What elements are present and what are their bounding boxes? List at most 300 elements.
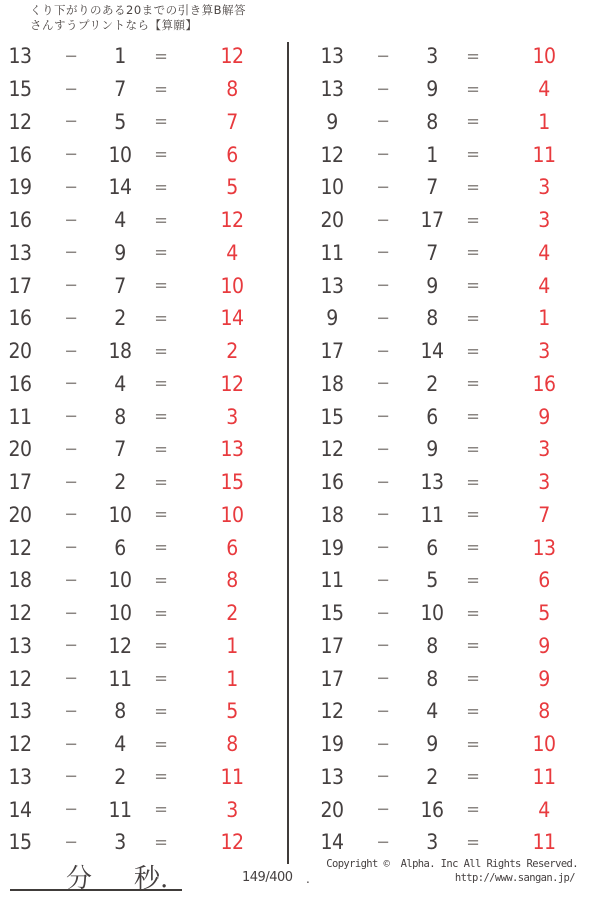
equals-sign: = bbox=[154, 733, 168, 755]
minuend: 20 bbox=[320, 208, 344, 233]
minuend: 16 bbox=[8, 142, 32, 167]
minuend: 19 bbox=[320, 732, 344, 757]
subtrahend: 10 bbox=[108, 502, 132, 527]
answer: 13 bbox=[220, 437, 244, 462]
minus-sign: − bbox=[376, 537, 390, 559]
minus-sign: − bbox=[64, 799, 78, 821]
answer: 8 bbox=[226, 77, 238, 102]
minuend: 16 bbox=[8, 371, 32, 396]
minuend: 11 bbox=[320, 240, 344, 265]
minus-sign: − bbox=[64, 406, 78, 428]
problem-row bbox=[312, 138, 592, 171]
problem-row bbox=[0, 662, 280, 695]
equals-sign: = bbox=[466, 471, 480, 493]
minus-sign: − bbox=[376, 307, 390, 329]
equals-sign: = bbox=[466, 242, 480, 264]
answer: 11 bbox=[220, 764, 244, 789]
minuend: 20 bbox=[320, 797, 344, 822]
minus-sign: − bbox=[64, 831, 78, 853]
answer: 12 bbox=[220, 208, 244, 233]
problem-row bbox=[312, 73, 592, 106]
answer: 11 bbox=[532, 830, 556, 855]
problem-row bbox=[312, 335, 592, 368]
minus-sign: − bbox=[376, 831, 390, 853]
minus-sign: − bbox=[64, 635, 78, 657]
equals-sign: = bbox=[466, 799, 480, 821]
equals-sign: = bbox=[154, 831, 168, 853]
minus-sign: − bbox=[376, 504, 390, 526]
subtrahend: 10 bbox=[108, 142, 132, 167]
equals-sign: = bbox=[154, 111, 168, 133]
minus-sign: − bbox=[376, 766, 390, 788]
problem-row bbox=[312, 597, 592, 630]
problems-column-right bbox=[312, 40, 592, 859]
page-number: 149/400 bbox=[242, 870, 293, 885]
equals-sign: = bbox=[466, 602, 480, 624]
equals-sign: = bbox=[154, 471, 168, 493]
minuend: 13 bbox=[8, 764, 32, 789]
subtrahend: 5 bbox=[426, 568, 438, 593]
minuend: 18 bbox=[320, 502, 344, 527]
subtrahend: 18 bbox=[108, 339, 132, 364]
answer: 3 bbox=[538, 470, 550, 495]
equals-sign: = bbox=[154, 78, 168, 100]
minus-sign: − bbox=[376, 373, 390, 395]
answer: 12 bbox=[220, 44, 244, 69]
minutes-label: 分 bbox=[66, 864, 93, 894]
subtrahend: 8 bbox=[426, 306, 438, 331]
minus-sign: − bbox=[376, 668, 390, 690]
answer: 8 bbox=[226, 568, 238, 593]
answer: 4 bbox=[538, 77, 550, 102]
minus-sign: − bbox=[64, 242, 78, 264]
problem-row bbox=[0, 204, 280, 237]
problem-row bbox=[312, 761, 592, 794]
subtrahend: 5 bbox=[114, 109, 126, 134]
equals-sign: = bbox=[466, 504, 480, 526]
minuend: 20 bbox=[8, 437, 32, 462]
answer: 4 bbox=[538, 240, 550, 265]
problem-row bbox=[0, 400, 280, 433]
minuend: 13 bbox=[320, 764, 344, 789]
problem-row bbox=[312, 466, 592, 499]
copyright-text: Copyright © Alpha. Inc All Rights Reserved. bbox=[326, 858, 578, 870]
problem-row bbox=[312, 695, 592, 728]
answer: 3 bbox=[538, 208, 550, 233]
equals-sign: = bbox=[154, 438, 168, 460]
answer: 10 bbox=[220, 273, 244, 298]
problem-row bbox=[0, 171, 280, 204]
equals-sign: = bbox=[466, 275, 480, 297]
problem-row bbox=[312, 793, 592, 826]
equals-sign: = bbox=[154, 569, 168, 591]
minuend: 19 bbox=[320, 535, 344, 560]
problem-row bbox=[312, 204, 592, 237]
equals-sign: = bbox=[154, 537, 168, 559]
equals-sign: = bbox=[154, 242, 168, 264]
answer: 5 bbox=[538, 601, 550, 626]
equals-sign: = bbox=[154, 176, 168, 198]
minus-sign: − bbox=[376, 406, 390, 428]
minus-sign: − bbox=[376, 635, 390, 657]
equals-sign: = bbox=[466, 537, 480, 559]
equals-sign: = bbox=[154, 144, 168, 166]
minuend: 16 bbox=[8, 306, 32, 331]
subtrahend: 2 bbox=[114, 470, 126, 495]
answer: 12 bbox=[220, 371, 244, 396]
answer: 6 bbox=[226, 535, 238, 560]
equals-sign: = bbox=[466, 340, 480, 362]
page-dot: . bbox=[306, 872, 310, 886]
subtrahend: 2 bbox=[114, 306, 126, 331]
answer: 7 bbox=[538, 502, 550, 527]
problem-row bbox=[0, 728, 280, 761]
minus-sign: − bbox=[64, 602, 78, 624]
worksheet-header bbox=[30, 3, 246, 33]
minuend: 15 bbox=[8, 830, 32, 855]
minus-sign: − bbox=[64, 766, 78, 788]
problem-row bbox=[0, 597, 280, 630]
subtrahend: 14 bbox=[420, 339, 444, 364]
answer: 5 bbox=[226, 699, 238, 724]
problem-row bbox=[0, 531, 280, 564]
answer: 8 bbox=[226, 732, 238, 757]
minus-sign: − bbox=[376, 733, 390, 755]
answer: 2 bbox=[226, 339, 238, 364]
answer: 9 bbox=[538, 633, 550, 658]
equals-sign: = bbox=[466, 733, 480, 755]
answer: 9 bbox=[538, 666, 550, 691]
minuend: 19 bbox=[8, 175, 32, 200]
problem-row bbox=[0, 302, 280, 335]
minuend: 12 bbox=[8, 601, 32, 626]
minuend: 12 bbox=[8, 732, 32, 757]
minus-sign: − bbox=[64, 733, 78, 755]
minus-sign: − bbox=[376, 275, 390, 297]
answer: 4 bbox=[538, 273, 550, 298]
subtrahend: 8 bbox=[426, 109, 438, 134]
problem-row bbox=[0, 433, 280, 466]
minus-sign: − bbox=[64, 537, 78, 559]
minuend: 12 bbox=[8, 109, 32, 134]
subtrahend: 4 bbox=[114, 732, 126, 757]
subtrahend: 9 bbox=[426, 273, 438, 298]
problem-row bbox=[0, 499, 280, 532]
minus-sign: − bbox=[64, 340, 78, 362]
equals-sign: = bbox=[154, 275, 168, 297]
minuend: 9 bbox=[326, 109, 338, 134]
equals-sign: = bbox=[154, 406, 168, 428]
minus-sign: − bbox=[376, 340, 390, 362]
answer: 4 bbox=[538, 797, 550, 822]
subtrahend: 2 bbox=[426, 764, 438, 789]
problems-column-left bbox=[0, 40, 280, 859]
subtrahend: 1 bbox=[426, 142, 438, 167]
minuend: 20 bbox=[8, 502, 32, 527]
minus-sign: − bbox=[64, 504, 78, 526]
subtrahend: 11 bbox=[108, 797, 132, 822]
equals-sign: = bbox=[466, 700, 480, 722]
answer: 6 bbox=[226, 142, 238, 167]
minuend: 18 bbox=[8, 568, 32, 593]
problem-row bbox=[312, 826, 592, 859]
minuend: 12 bbox=[8, 666, 32, 691]
subtrahend: 7 bbox=[114, 77, 126, 102]
subtrahend: 8 bbox=[426, 633, 438, 658]
minus-sign: − bbox=[64, 307, 78, 329]
minus-sign: − bbox=[64, 144, 78, 166]
minus-sign: − bbox=[64, 373, 78, 395]
equals-sign: = bbox=[154, 668, 168, 690]
answer: 13 bbox=[532, 535, 556, 560]
subtrahend: 17 bbox=[420, 208, 444, 233]
minus-sign: − bbox=[64, 111, 78, 133]
minuend: 20 bbox=[8, 339, 32, 364]
minuend: 12 bbox=[320, 699, 344, 724]
worksheet-subtitle: さんすうプリントなら【算願】 bbox=[30, 18, 198, 32]
answer: 15 bbox=[220, 470, 244, 495]
problem-row bbox=[0, 40, 280, 73]
minuend: 13 bbox=[320, 44, 344, 69]
problem-row bbox=[0, 269, 280, 302]
problem-row bbox=[312, 237, 592, 270]
answer: 3 bbox=[538, 437, 550, 462]
minus-sign: − bbox=[376, 144, 390, 166]
minus-sign: − bbox=[64, 569, 78, 591]
minus-sign: − bbox=[64, 275, 78, 297]
problem-row bbox=[312, 368, 592, 401]
problem-row bbox=[312, 171, 592, 204]
subtrahend: 2 bbox=[426, 371, 438, 396]
problem-row bbox=[312, 302, 592, 335]
subtrahend: 7 bbox=[114, 437, 126, 462]
answer: 3 bbox=[226, 404, 238, 429]
equals-sign: = bbox=[466, 406, 480, 428]
subtrahend: 4 bbox=[426, 699, 438, 724]
minuend: 15 bbox=[8, 77, 32, 102]
subtrahend: 9 bbox=[426, 732, 438, 757]
equals-sign: = bbox=[154, 766, 168, 788]
problem-row bbox=[312, 662, 592, 695]
minus-sign: − bbox=[376, 242, 390, 264]
minuend: 13 bbox=[320, 273, 344, 298]
equals-sign: = bbox=[154, 799, 168, 821]
problem-row bbox=[0, 73, 280, 106]
problem-row bbox=[0, 466, 280, 499]
subtrahend: 8 bbox=[114, 699, 126, 724]
minuend: 17 bbox=[320, 666, 344, 691]
answer: 10 bbox=[220, 502, 244, 527]
equals-sign: = bbox=[466, 831, 480, 853]
minuend: 14 bbox=[8, 797, 32, 822]
problem-row bbox=[0, 237, 280, 270]
answer: 4 bbox=[226, 240, 238, 265]
subtrahend: 7 bbox=[426, 175, 438, 200]
minuend: 14 bbox=[320, 830, 344, 855]
equals-sign: = bbox=[466, 307, 480, 329]
minuend: 9 bbox=[326, 306, 338, 331]
subtrahend: 3 bbox=[426, 830, 438, 855]
answer: 1 bbox=[538, 109, 550, 134]
minus-sign: − bbox=[376, 111, 390, 133]
minus-sign: − bbox=[376, 471, 390, 493]
minuend: 13 bbox=[320, 77, 344, 102]
minus-sign: − bbox=[64, 45, 78, 67]
answer: 2 bbox=[226, 601, 238, 626]
problem-row bbox=[312, 564, 592, 597]
problem-row bbox=[0, 106, 280, 139]
minuend: 13 bbox=[8, 240, 32, 265]
problem-row bbox=[0, 695, 280, 728]
subtrahend: 16 bbox=[420, 797, 444, 822]
equals-sign: = bbox=[466, 111, 480, 133]
minuend: 12 bbox=[320, 142, 344, 167]
subtrahend: 12 bbox=[108, 633, 132, 658]
subtrahend: 9 bbox=[426, 77, 438, 102]
subtrahend: 4 bbox=[114, 208, 126, 233]
equals-sign: = bbox=[466, 635, 480, 657]
minus-sign: − bbox=[376, 45, 390, 67]
answer: 10 bbox=[532, 732, 556, 757]
minus-sign: − bbox=[376, 438, 390, 460]
minus-sign: − bbox=[64, 438, 78, 460]
problem-row bbox=[0, 826, 280, 859]
answer: 11 bbox=[532, 764, 556, 789]
minuend: 17 bbox=[320, 633, 344, 658]
answer: 8 bbox=[538, 699, 550, 724]
subtrahend: 8 bbox=[426, 666, 438, 691]
minuend: 13 bbox=[8, 44, 32, 69]
subtrahend: 4 bbox=[114, 371, 126, 396]
answer: 5 bbox=[226, 175, 238, 200]
equals-sign: = bbox=[466, 209, 480, 231]
answer: 11 bbox=[532, 142, 556, 167]
subtrahend: 6 bbox=[114, 535, 126, 560]
minuend: 15 bbox=[320, 601, 344, 626]
minuend: 11 bbox=[8, 404, 32, 429]
minuend: 11 bbox=[320, 568, 344, 593]
minus-sign: − bbox=[376, 176, 390, 198]
subtrahend: 6 bbox=[426, 404, 438, 429]
answer: 12 bbox=[220, 830, 244, 855]
problem-row bbox=[0, 761, 280, 794]
problem-row bbox=[0, 335, 280, 368]
problem-row bbox=[312, 400, 592, 433]
answer: 7 bbox=[226, 109, 238, 134]
subtrahend: 3 bbox=[114, 830, 126, 855]
equals-sign: = bbox=[466, 144, 480, 166]
problem-row bbox=[0, 368, 280, 401]
minuend: 13 bbox=[8, 633, 32, 658]
minuend: 12 bbox=[8, 535, 32, 560]
problem-row bbox=[312, 630, 592, 663]
minus-sign: − bbox=[64, 471, 78, 493]
subtrahend: 14 bbox=[108, 175, 132, 200]
problem-row bbox=[0, 564, 280, 597]
minus-sign: − bbox=[64, 78, 78, 100]
problem-row bbox=[0, 793, 280, 826]
subtrahend: 13 bbox=[420, 470, 444, 495]
answer: 1 bbox=[226, 666, 238, 691]
seconds-label: 秒. bbox=[134, 864, 169, 894]
minuend: 10 bbox=[320, 175, 344, 200]
minus-sign: − bbox=[376, 602, 390, 624]
equals-sign: = bbox=[466, 78, 480, 100]
answer: 6 bbox=[538, 568, 550, 593]
problem-row bbox=[312, 40, 592, 73]
subtrahend: 9 bbox=[426, 437, 438, 462]
subtrahend: 10 bbox=[420, 601, 444, 626]
equals-sign: = bbox=[154, 307, 168, 329]
minus-sign: − bbox=[376, 569, 390, 591]
subtrahend: 11 bbox=[108, 666, 132, 691]
equals-sign: = bbox=[154, 635, 168, 657]
equals-sign: = bbox=[466, 668, 480, 690]
equals-sign: = bbox=[154, 700, 168, 722]
answer: 10 bbox=[532, 44, 556, 69]
minuend: 17 bbox=[320, 339, 344, 364]
minuend: 18 bbox=[320, 371, 344, 396]
equals-sign: = bbox=[154, 45, 168, 67]
website-url: http://www.sangan.jp/ bbox=[454, 872, 575, 884]
column-divider-line bbox=[287, 42, 289, 864]
minus-sign: − bbox=[376, 700, 390, 722]
equals-sign: = bbox=[466, 766, 480, 788]
minuend: 17 bbox=[8, 470, 32, 495]
worksheet-title: くり下がりのある20までの引き算B解答 bbox=[30, 3, 247, 17]
equals-sign: = bbox=[154, 504, 168, 526]
minuend: 13 bbox=[8, 699, 32, 724]
problem-row bbox=[0, 630, 280, 663]
minuend: 17 bbox=[8, 273, 32, 298]
problem-row bbox=[312, 499, 592, 532]
subtrahend: 11 bbox=[420, 502, 444, 527]
problem-row bbox=[312, 433, 592, 466]
subtrahend: 7 bbox=[426, 240, 438, 265]
subtrahend: 3 bbox=[426, 44, 438, 69]
minuend: 16 bbox=[8, 208, 32, 233]
equals-sign: = bbox=[466, 373, 480, 395]
minuend: 12 bbox=[320, 437, 344, 462]
answer: 3 bbox=[226, 797, 238, 822]
subtrahend: 10 bbox=[108, 601, 132, 626]
equals-sign: = bbox=[466, 569, 480, 591]
subtrahend: 6 bbox=[426, 535, 438, 560]
minus-sign: − bbox=[64, 700, 78, 722]
minus-sign: − bbox=[64, 176, 78, 198]
subtrahend: 10 bbox=[108, 568, 132, 593]
subtrahend: 9 bbox=[114, 240, 126, 265]
subtrahend: 2 bbox=[114, 764, 126, 789]
subtrahend: 1 bbox=[114, 44, 126, 69]
equals-sign: = bbox=[154, 373, 168, 395]
subtrahend: 7 bbox=[114, 273, 126, 298]
problem-row bbox=[312, 531, 592, 564]
answer: 1 bbox=[538, 306, 550, 331]
minus-sign: − bbox=[376, 799, 390, 821]
subtrahend: 8 bbox=[114, 404, 126, 429]
answer: 14 bbox=[220, 306, 244, 331]
minuend: 16 bbox=[320, 470, 344, 495]
problem-row bbox=[312, 728, 592, 761]
minuend: 15 bbox=[320, 404, 344, 429]
equals-sign: = bbox=[154, 340, 168, 362]
equals-sign: = bbox=[466, 176, 480, 198]
problem-row bbox=[312, 269, 592, 302]
equals-sign: = bbox=[154, 209, 168, 231]
problem-row bbox=[0, 138, 280, 171]
minus-sign: − bbox=[64, 209, 78, 231]
